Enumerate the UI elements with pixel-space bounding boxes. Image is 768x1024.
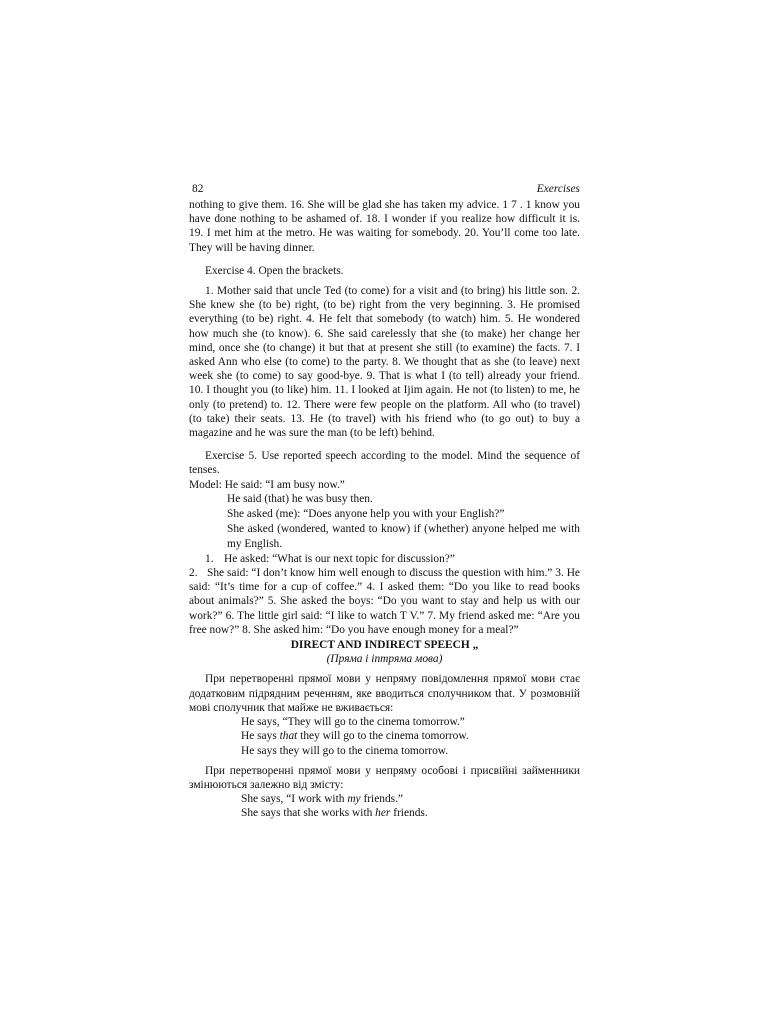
- section-title: Exercises: [536, 183, 580, 195]
- grammar-examples-2: [189, 792, 580, 820]
- continued-paragraph: nothing to give them. 16. She will be glad she has taken my advice. 1 7 . 1 know you have done nothing to be ashamed of. 18. I wonder if you realize how difficult it is. 19. I met him at the metro. He was waiting for somebody. 20. You’ll come too late. They will be having dinner.: [189, 199, 580, 254]
- example-line: He says, “They will go to the cinema tomorrow.”: [241, 716, 465, 729]
- model-line: She asked (wondered, wanted to know) if (whether) anyone helped me with my English.: [227, 522, 580, 550]
- section-heading: DIRECT AND INDIRECT SPEECH „: [290, 639, 479, 652]
- item-text: She said: “I don’t know him well enough to discuss the question with him.” 3. He said: “It’s time for a cup of coffee.” 4. I asked them: “Do you like to read books about animals?” 5. She asked the boys: “Do you want to stay and help us with our work?” 6. The little girl said: “I like to watch T V.” 7. My friend asked me: “Are you free now?” 8. She asked him: “Do you have enough money for a meal?”: [189, 567, 580, 636]
- example-line: He says they will go to the cinema tomorrow.: [241, 744, 449, 757]
- model-lead: Model: He said: “I am busy now.”: [189, 478, 345, 491]
- exercise-5-items: [189, 566, 580, 637]
- grammar-paragraph-1: При перетворенні прямої мови у непряму повідомлення прямої мови стає додатковим підрядним реченням, яке вводиться сполучником that. У розмовній мові сполучник that майже не вживається:: [189, 673, 580, 714]
- model-line: He said (that) he was busy then.: [227, 492, 373, 505]
- example-line: She says that she works with her friends.: [241, 807, 428, 820]
- model-examples: [189, 492, 580, 552]
- section-subheading: (Пряма і іптряма мова): [326, 653, 443, 666]
- example-line: She says, “I work with my friends.”: [241, 793, 403, 806]
- example-line: He says that they will go to the cinema tomorrow.: [241, 730, 469, 743]
- item-number: 1.: [205, 552, 214, 565]
- exercise-5-item-1: [189, 552, 580, 566]
- exercise-4-title: Exercise 4. Open the brackets.: [205, 264, 344, 277]
- model-line: She asked (me): “Does anyone help you with your English?”: [227, 507, 505, 520]
- page-header: [189, 182, 580, 198]
- page-number: 82: [192, 183, 204, 195]
- book-page: [189, 182, 580, 821]
- grammar-paragraph-2: При перетворенні прямої мови у непряму особові і присвійні займенники змінюються залежно від змісту:: [189, 764, 580, 791]
- grammar-examples-1: [189, 715, 580, 758]
- exercise-4-body: 1. Mother said that uncle Ted (to come) for a visit and (to bring) his little son. 2. She knew she (to be) right, (to be) right from the very beginning. 3. He promised everything (to be) right. 4. He felt that somebody (to watch) him. 5. He wondered how much she (to know). 6. She said carelessly that she (to make) her change her mind, once she (to change) it but that at present she still (to examine) the facts. 7. I asked Ann who else (to come) to the party. 8. We thought that as she (to leave) next week she (to come) to say good-bye. 9. That is what I (to tell) already your friend. 10. I thought you (to like) him. 11. I looked at Ijim again. He not (to listen) to me, he only (to pretend) to. 12. There were few people on the platform. All who (to travel) (to take) their seats. 13. He (to travel) with his friend who (to go out) to buy a magazine and he was sure the man (to be left) behind.: [189, 285, 580, 440]
- exercise-5-title: Exercise 5. Use reported speech according to the model. Mind the sequence of tenses.: [189, 450, 580, 477]
- item-number: 2.: [189, 567, 198, 580]
- item-text: He asked: “What is our next topic for discussion?”: [224, 552, 455, 565]
